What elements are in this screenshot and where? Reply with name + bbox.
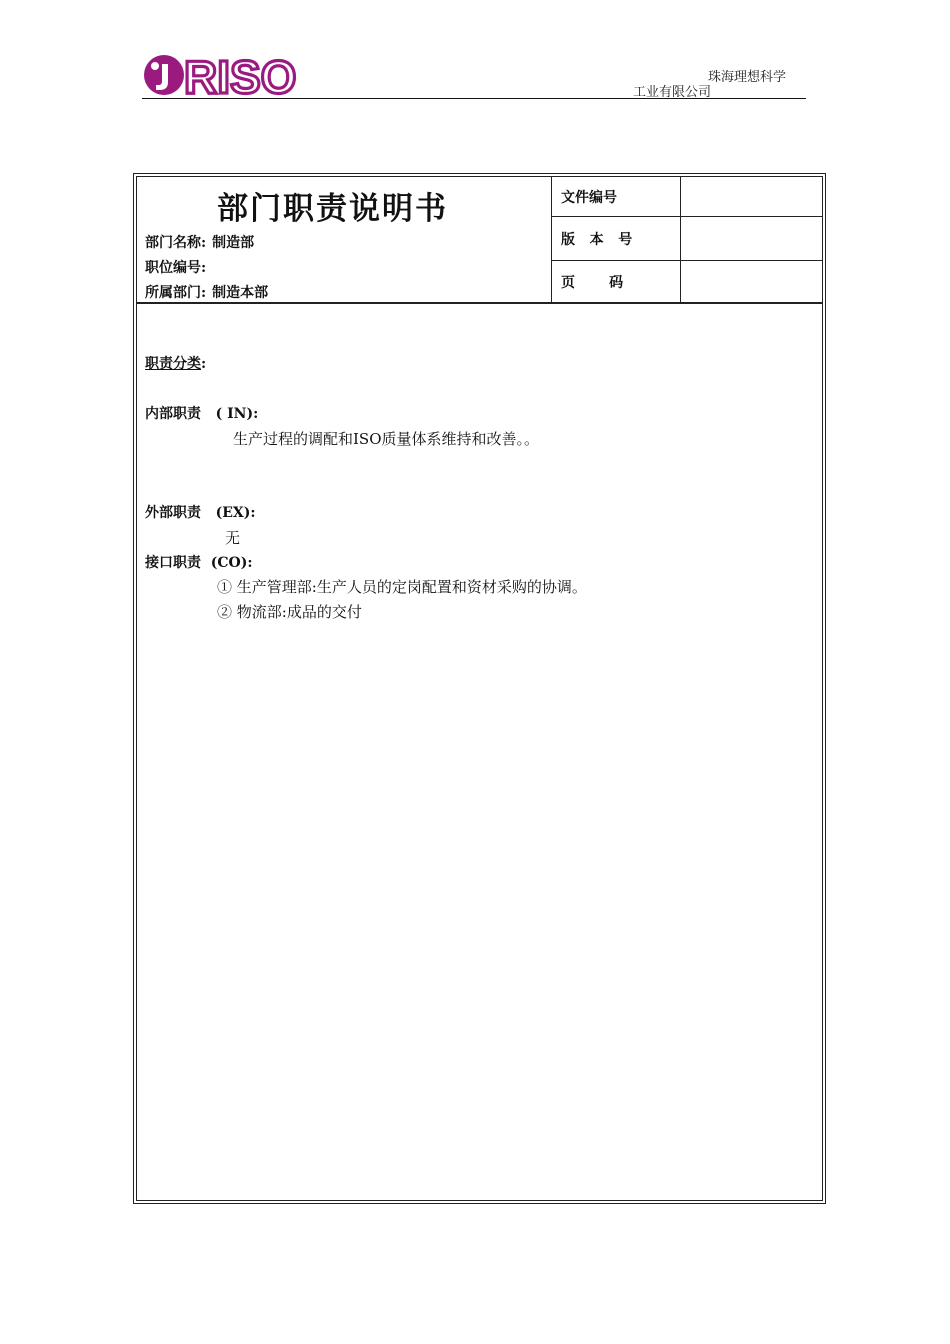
doc-no-value [681, 177, 822, 216]
duty-category-heading [145, 353, 206, 373]
internal-duty-label: 内部职责 ( IN): [145, 406, 259, 422]
interface-duty-item-1: ① 生产管理部:生产人员的定岗配置和资材采购的协调。 [217, 578, 587, 596]
interface-duty-item-2: ② 物流部:成品的交付 [217, 603, 362, 621]
form-meta-table [552, 177, 822, 302]
parent-dept-label: 所属部门: [145, 285, 207, 301]
meta-row-page [552, 261, 822, 302]
meta-row-version [552, 217, 822, 261]
duty-category-title: 职责分类 [145, 356, 201, 372]
parent-dept-line [145, 282, 268, 302]
duty-form [133, 173, 826, 1204]
version-label: 版 本 号 [552, 217, 681, 260]
duty-form-inner [136, 176, 823, 1201]
dept-name-label: 部门名称: [145, 235, 207, 251]
internal-duty-item: 生产过程的调配和ISO质量体系维持和改善。。 [233, 430, 540, 448]
dept-name-line [145, 232, 254, 252]
riso-logo [142, 52, 302, 98]
header-rule [142, 98, 806, 99]
form-header [137, 177, 822, 304]
meta-row-doc-no [552, 177, 822, 217]
external-duty-item: 无 [225, 529, 241, 547]
page-value [681, 261, 822, 302]
position-no-label: 职位编号: [145, 260, 207, 276]
external-duty-label: 外部职责 (EX): [145, 505, 256, 521]
form-header-left [137, 177, 552, 302]
company-name-line1: 珠海理想科学 [708, 70, 787, 85]
logo-text: RISO [184, 52, 297, 98]
version-value [681, 217, 822, 260]
company-name-line2: 工业有限公司 [633, 85, 712, 100]
page-label: 页 码 [552, 261, 681, 302]
parent-dept-value: 制造本部 [212, 285, 269, 301]
interface-duty-label: 接口职责 (CO): [145, 555, 253, 571]
position-no-line [145, 257, 212, 277]
document-title: 部门职责说明书 [217, 191, 448, 227]
doc-no-label: 文件编号 [552, 177, 681, 216]
dept-name-value: 制造部 [212, 235, 255, 251]
duty-category-colon: : [201, 356, 207, 372]
